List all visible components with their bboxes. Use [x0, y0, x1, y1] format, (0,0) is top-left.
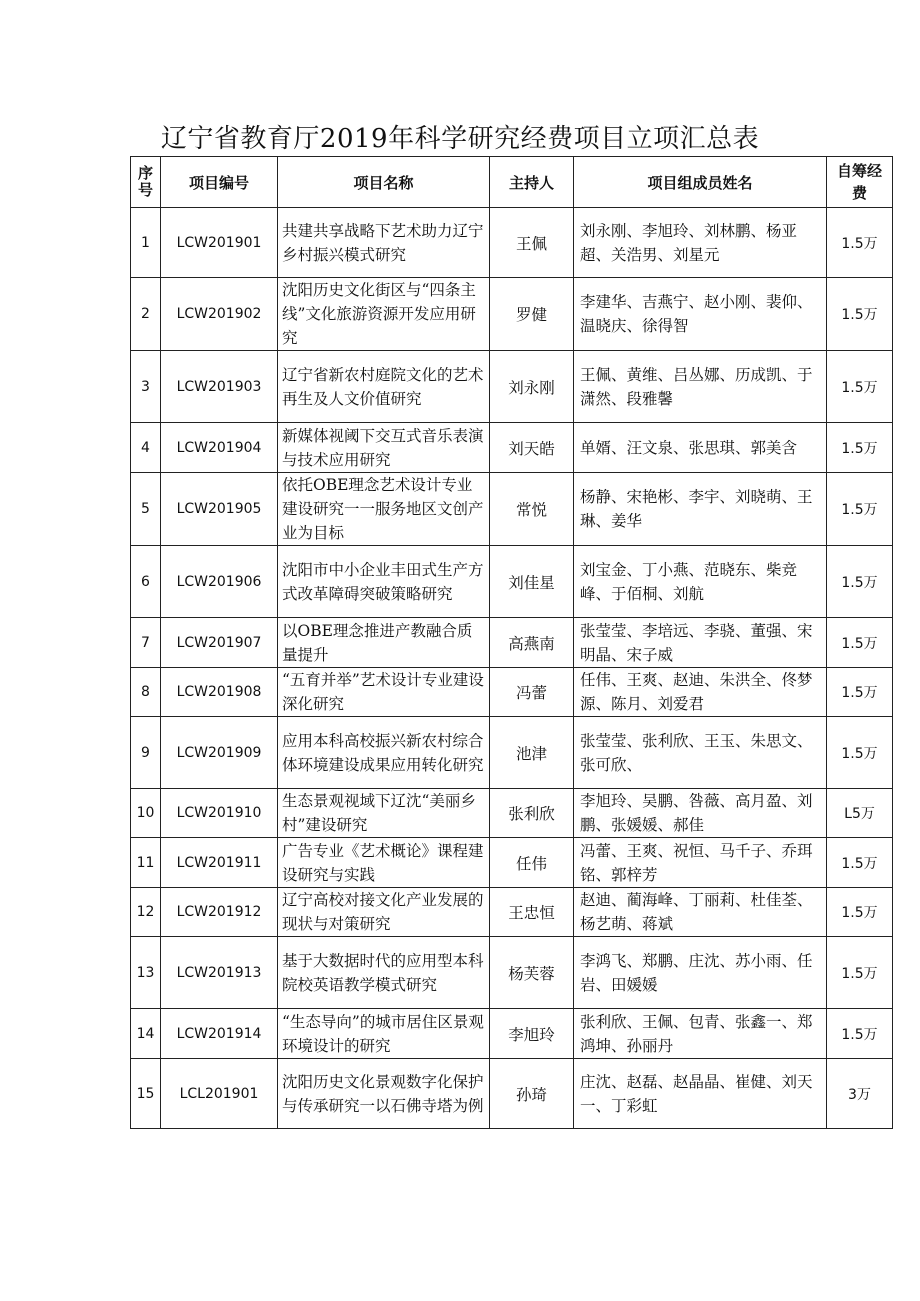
cell-members: 张莹莹、张利欣、王玉、朱思文、张可欣、	[574, 717, 827, 789]
cell-members: 单婿、汪文泉、张思琪、郭美含	[574, 423, 827, 473]
cell-funding: 1.5万	[827, 717, 893, 789]
cell-name: 广告专业《艺术概论》课程建设研究与实践	[278, 838, 490, 888]
cell-index: 7	[131, 618, 161, 668]
cell-code: LCW201901	[161, 208, 278, 278]
table-row	[131, 278, 893, 351]
cell-host: 王忠恒	[490, 888, 574, 937]
table-row	[131, 888, 893, 937]
cell-members: 王佩、黄维、吕丛娜、历成凯、于潇然、段雅馨	[574, 351, 827, 423]
table-row	[131, 1009, 893, 1059]
cell-code: LCW201906	[161, 546, 278, 618]
table-row	[131, 351, 893, 423]
header-name: 项目名称	[278, 157, 490, 208]
cell-code: LCW201905	[161, 473, 278, 546]
cell-funding: 1.5万	[827, 668, 893, 717]
cell-host: 刘天皓	[490, 423, 574, 473]
cell-host: 池津	[490, 717, 574, 789]
table-row	[131, 1059, 893, 1129]
cell-index: 2	[131, 278, 161, 351]
cell-code: LCW201904	[161, 423, 278, 473]
cell-host: 常悦	[490, 473, 574, 546]
cell-members: 李鸿飞、郑鹏、庄沈、苏小雨、任岩、田媛媛	[574, 937, 827, 1009]
cell-members: 张莹莹、李培远、李骁、董强、宋明晶、宋子威	[574, 618, 827, 668]
cell-name: “生态导向”的城市居住区景观环境设计的研究	[278, 1009, 490, 1059]
cell-host: 刘佳星	[490, 546, 574, 618]
cell-index: 9	[131, 717, 161, 789]
table-header-row	[131, 157, 893, 208]
cell-members: 刘宝金、丁小燕、范晓东、柴竞峰、于佰桐、刘航	[574, 546, 827, 618]
cell-host: 任伟	[490, 838, 574, 888]
cell-host: 刘永刚	[490, 351, 574, 423]
cell-host: 罗健	[490, 278, 574, 351]
cell-index: 3	[131, 351, 161, 423]
cell-funding: L5万	[827, 789, 893, 838]
table-row	[131, 618, 893, 668]
cell-name: 新媒体视阈下交互式音乐表演与技术应用研究	[278, 423, 490, 473]
cell-index: 11	[131, 838, 161, 888]
cell-members: 庄沈、赵磊、赵晶晶、崔健、刘天一、丁彩虹	[574, 1059, 827, 1129]
cell-host: 孙琦	[490, 1059, 574, 1129]
cell-funding: 1.5万	[827, 546, 893, 618]
cell-index: 8	[131, 668, 161, 717]
cell-name: 以OBE理念推进产教融合质量提升	[278, 618, 490, 668]
cell-index: 14	[131, 1009, 161, 1059]
table-row	[131, 717, 893, 789]
cell-code: LCW201910	[161, 789, 278, 838]
cell-funding: 1.5万	[827, 888, 893, 937]
table-body	[131, 208, 893, 1129]
cell-members: 李旭玲、吴鹏、咎薇、高月盈、刘鹏、张媛媛、郝佳	[574, 789, 827, 838]
cell-name: 辽宁高校对接文化产业发展的现状与对策研究	[278, 888, 490, 937]
cell-index: 4	[131, 423, 161, 473]
cell-funding: 1.5万	[827, 937, 893, 1009]
cell-host: 王佩	[490, 208, 574, 278]
cell-host: 高燕南	[490, 618, 574, 668]
cell-funding: 3万	[827, 1059, 893, 1129]
cell-members: 冯蕾、王爽、祝恒、马千子、乔珥铭、郭梓芳	[574, 838, 827, 888]
cell-index: 15	[131, 1059, 161, 1129]
cell-name: 辽宁省新农村庭院文化的艺术再生及人文价值研究	[278, 351, 490, 423]
project-table	[130, 156, 893, 1129]
cell-host: 张利欣	[490, 789, 574, 838]
cell-members: 李建华、吉燕宁、赵小刚、裴仰、温晓庆、徐得智	[574, 278, 827, 351]
header-code: 项目编号	[161, 157, 278, 208]
cell-funding: 1.5万	[827, 278, 893, 351]
cell-name: 共建共享战略下艺术助力辽宁乡村振兴模式研究	[278, 208, 490, 278]
cell-name: “五育并举”艺术设计专业建设深化研究	[278, 668, 490, 717]
table-row	[131, 423, 893, 473]
cell-code: LCW201903	[161, 351, 278, 423]
cell-members: 刘永刚、李旭玲、刘林鹏、杨亚超、关浩男、刘星元	[574, 208, 827, 278]
cell-code: LCW201909	[161, 717, 278, 789]
table-row	[131, 937, 893, 1009]
cell-name: 生态景观视域下辽沈“美丽乡村”建设研究	[278, 789, 490, 838]
cell-funding: 1.5万	[827, 838, 893, 888]
cell-funding: 1.5万	[827, 208, 893, 278]
header-index	[131, 157, 161, 208]
header-host: 主持人	[490, 157, 574, 208]
cell-name: 依托OBE理念艺术设计专业建设研究一一服务地区文创产业为目标	[278, 473, 490, 546]
cell-index: 6	[131, 546, 161, 618]
table-row	[131, 668, 893, 717]
table-row	[131, 473, 893, 546]
cell-host: 冯蕾	[490, 668, 574, 717]
cell-funding: 1.5万	[827, 423, 893, 473]
page-title: 辽宁省教育厅2019年科学研究经费项目立项汇总表	[160, 124, 760, 154]
table-row	[131, 789, 893, 838]
cell-code: LCW201908	[161, 668, 278, 717]
cell-name: 沈阳市中小企业丰田式生产方式改革障碍突破策略研究	[278, 546, 490, 618]
cell-name: 沈阳历史文化景观数字化保护与传承研究一以石佛寺塔为例	[278, 1059, 490, 1129]
table-row	[131, 838, 893, 888]
table-row	[131, 208, 893, 278]
cell-code: LCW201902	[161, 278, 278, 351]
cell-name: 应用本科高校振兴新农村综合体环境建设成果应用转化研究	[278, 717, 490, 789]
cell-members: 张利欣、王佩、包青、张鑫一、郑鸿坤、孙丽丹	[574, 1009, 827, 1059]
cell-index: 5	[131, 473, 161, 546]
cell-funding: 1.5万	[827, 618, 893, 668]
cell-index: 12	[131, 888, 161, 937]
cell-code: LCW201907	[161, 618, 278, 668]
cell-code: LCL201901	[161, 1059, 278, 1129]
cell-code: LCW201912	[161, 888, 278, 937]
cell-code: LCW201911	[161, 838, 278, 888]
cell-funding: 1.5万	[827, 1009, 893, 1059]
cell-index: 10	[131, 789, 161, 838]
table-row	[131, 546, 893, 618]
cell-members: 赵迪、蔺海峰、丁丽莉、杜佳荃、杨艺萌、蒋斌	[574, 888, 827, 937]
cell-code: LCW201913	[161, 937, 278, 1009]
cell-members: 任伟、王爽、赵迪、朱洪全、佟梦源、陈月、刘爱君	[574, 668, 827, 717]
cell-index: 1	[131, 208, 161, 278]
cell-host: 杨芙蓉	[490, 937, 574, 1009]
cell-code: LCW201914	[161, 1009, 278, 1059]
cell-funding: 1.5万	[827, 351, 893, 423]
cell-funding: 1.5万	[827, 473, 893, 546]
header-members: 项目组成员姓名	[574, 157, 827, 208]
cell-index: 13	[131, 937, 161, 1009]
cell-host: 李旭玲	[490, 1009, 574, 1059]
cell-name: 沈阳历史文化街区与“四条主线”文化旅游资源开发应用研究	[278, 278, 490, 351]
header-index-label: 序号	[137, 164, 153, 199]
cell-name: 基于大数据时代的应用型本科院校英语教学模式研究	[278, 937, 490, 1009]
cell-members: 杨静、宋艳彬、李宇、刘晓萌、王琳、姜华	[574, 473, 827, 546]
header-funding: 自筹经费	[827, 157, 893, 208]
